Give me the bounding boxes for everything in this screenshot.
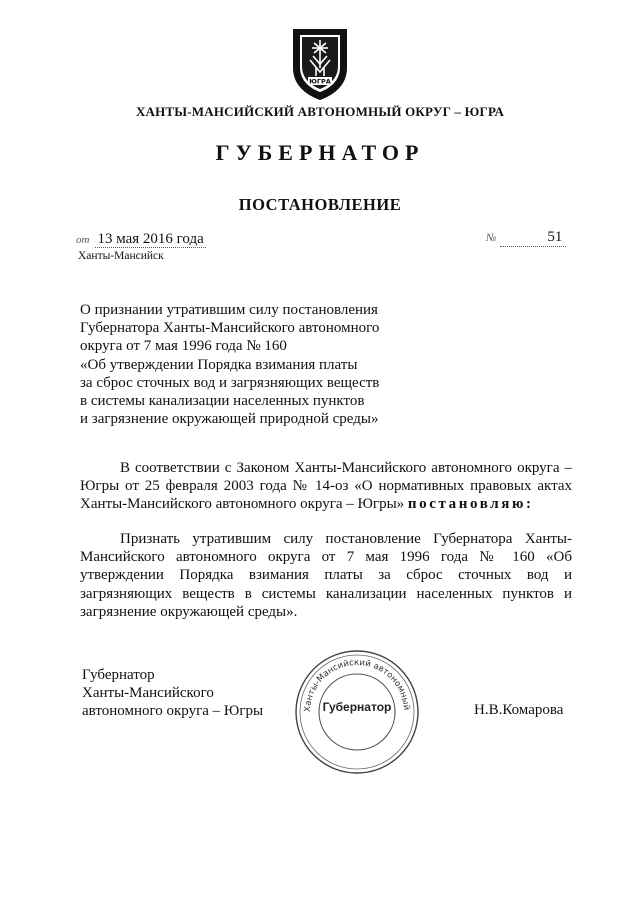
official-seal <box>292 647 422 777</box>
preamble-text: В соответствии с Законом Ханты-Мансийского автономного округа – Югры от 25 февраля 2003 года № 14-оз «О нормативных правовых актах Ханты-Мансийского автономного округа – Югры» <box>80 460 572 513</box>
document-subject <box>80 301 420 428</box>
date-prefix: от <box>76 234 90 246</box>
subject-line: Губернатора Ханты-Мансийского автономного <box>80 320 380 337</box>
signer-title <box>82 666 263 721</box>
emblem-text: ЮГРА <box>309 77 331 86</box>
subject-line: за сброс сточных вод и загрязняющих веществ <box>80 374 380 391</box>
signer-title-line: Губернатор <box>82 667 155 683</box>
authority-title: ГУБЕРНАТОР <box>215 140 425 165</box>
signer-title-line: автономного округа – Югры <box>82 703 264 720</box>
subject-line: в системы канализации населенных пунктов <box>80 393 365 410</box>
document-number: 51 <box>500 229 566 247</box>
number-sign: № <box>486 232 497 244</box>
resolution-keyword: постановляю: <box>407 496 534 513</box>
signer-name: Н.В.Комарова <box>474 702 564 718</box>
document-type: ПОСТАНОВЛЕНИЕ <box>238 195 402 214</box>
subject-line: «Об утверждении Порядка взимания платы <box>80 356 358 373</box>
subject-line: и загрязнение окружающей природной среды» <box>80 411 379 428</box>
number-line <box>486 229 566 247</box>
preamble-paragraph <box>80 459 572 514</box>
signer-title-line: Ханты-Мансийского <box>82 685 214 702</box>
seal-center-text: Губернатор <box>322 700 392 714</box>
date-line <box>76 231 206 248</box>
coat-of-arms-emblem <box>288 26 352 102</box>
seal-ring-text: Ханты-Мансийский автономный <box>302 657 412 713</box>
region-name: ХАНТЫ-МАНСИЙСКИЙ АВТОНОМНЫЙ ОКРУГ – ЮГРА <box>135 104 505 119</box>
document-date: 13 мая 2016 года <box>97 231 204 247</box>
operative-paragraph: Признать утратившим силу постановление Губернатора Ханты-Мансийского автономного округа от 7 мая 1996 года № 160 «Об утверждении Порядка взимания платы за сброс сточных вод и загрязняющих веществ в системы канализации населенных пунктов и загрязнение окружающей среды». <box>80 531 572 620</box>
subject-line: О признании утратившим силу постановления <box>80 302 378 318</box>
document-place: Ханты-Мансийск <box>78 250 164 262</box>
subject-line: округа от 7 мая 1996 года № 160 <box>80 338 287 355</box>
